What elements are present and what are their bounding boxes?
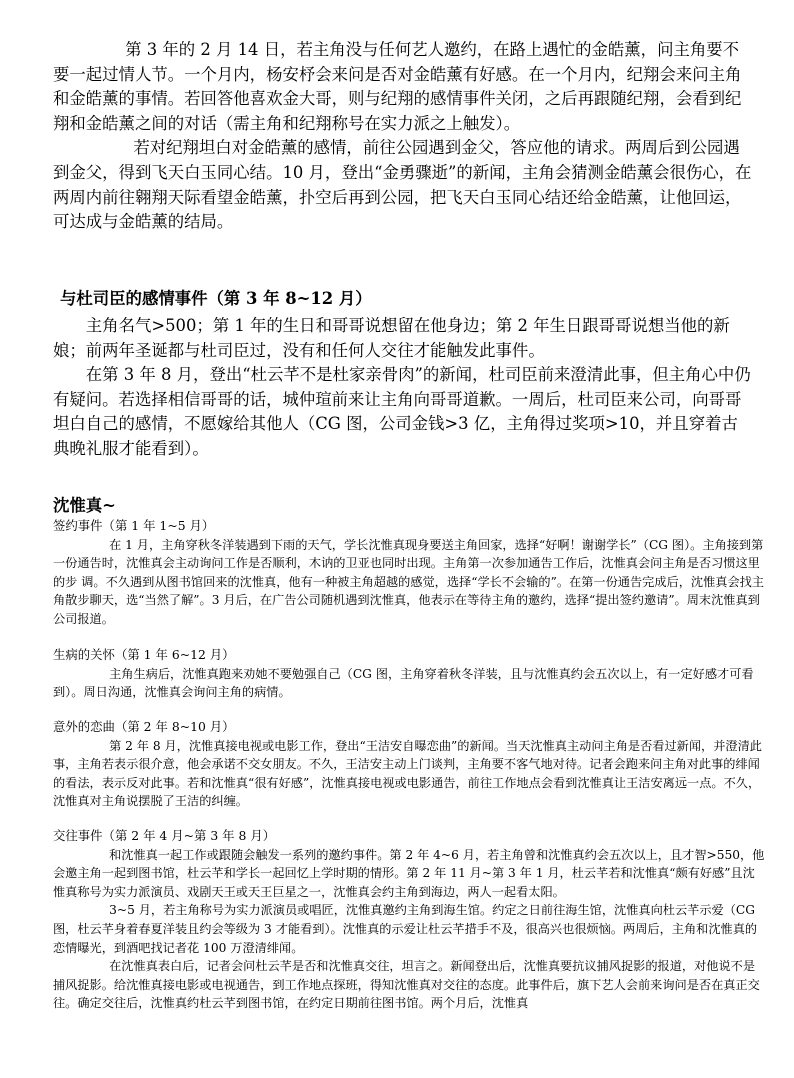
jin-haoxun-section bbox=[53, 38, 753, 235]
unexpected-romance-section bbox=[53, 718, 765, 811]
dating-event-heading: 交往事件（第 2 年 4 月~第 3 年 8 月） bbox=[53, 828, 276, 843]
dating-event-paragraph-1: 和沈惟真一起工作或跟随会触发一系列的邀约事件。第 2 年 4~6 月，若主角曾和沈惟真约会五次以上，且才智>550，他会邀主角一起到图书馆，杜云芊和学长一起回忆上学时期的情形。第 2 年 11 月~第 3 年 1 月，杜云芊若和沈惟真“颇有好感”且沈惟真称号为实力派演员、戏剧天王或天王巨星之一，沈惟真会约主角到海边，两人一起看太阳。 bbox=[53, 847, 765, 899]
unexpected-romance-heading: 意外的恋曲（第 2 年 8~10 月） bbox=[53, 719, 235, 734]
du-paragraph-1: 主角名气>500；第 1 年的生日和哥哥说想留在他身边；第 2 年生日跟哥哥说想当他的新娘；前两年圣诞都与杜司臣过，没有和任何人交往才能触发此事件。 bbox=[53, 316, 730, 360]
du-sichen-section bbox=[53, 314, 753, 462]
sign-event-heading: 签约事件（第 1 年 1~5 月） bbox=[53, 518, 215, 533]
dating-event-paragraph-3: 在沈惟真表白后，记者会问杜云芊是否和沈惟真交往，坦言之。新闻登出后，沈惟真要抗议捕风捉影的报道，对他说不是捕风捉影。给沈惟真接电影或电视通告，到工作地点探班，得知沈惟真对交往的态度。此事件后，旗下艺人会前来询问是否在真正交往。确定交往后，沈惟真约杜云芊到图书馆，在约定日期前往图书馆。两个月后，沈惟真 bbox=[53, 959, 760, 1011]
jin-paragraph-1: 第 3 年的 2 月 14 日，若主角没与任何艺人邀约，在路上遇忙的金皓薰，问主角要不要一起过情人节。一个月内，杨安杼会来问是否对金皓薰有好感。在一个月内，纪翔会来问主角和金皓薰的事情。若回答他喜欢金大哥，则与纪翔的感情事件关闭，之后再跟随纪翔，会看到纪翔和金皓薰之间的对话（需主角和纪翔称号在实力派之上触发）。 bbox=[53, 40, 742, 133]
sign-event-section bbox=[53, 517, 765, 629]
dating-event-paragraph-2: 3~5 月，若主角称号为实力派演员或唱匠，沈惟真邀约主角到海生馆。约定之日前往海生馆，沈惟真向杜云芊示爱（CG 图，杜云芊身着春夏洋装且约会等级为 3 才能看到）。沈惟真的示爱让杜云芊措手不及，很高兴也很烦恼。两周后，主角和沈惟真的恋情曝光，到酒吧找记者花 100 万澄清绯闻。 bbox=[53, 903, 758, 955]
sick-care-section bbox=[53, 646, 765, 702]
sign-event-paragraph: 在 1 月，主角穿秋冬洋装遇到下雨的天气，学长沈惟真现身要送主角回家，选择“好啊！谢谢学长”（CG 图）。主角接到第一份通告时，沈惟真会主动询问工作是否顺利，木讷的卫亚也同时出现。主角第一次参加通告工作后，沈惟真会问主角是否习惯这里的步 调。不久遇到从图书馆回来的沈惟真，他有一种被主角超越的感觉，选择“学长不会输的”。在第一份通告完成后，沈惟真会找主角散步聊天，选“当然了解”。3 月后，在广告公司随机遇到沈惟真，他表示在等待主角的邀约，选择“提出签约邀请”。周末沈惟真到公司报道。 bbox=[53, 537, 765, 626]
shen-weizhen-title: 沈惟真~ bbox=[53, 496, 116, 515]
sick-care-heading: 生病的关怀（第 1 年 6~12 月） bbox=[53, 647, 235, 662]
du-sichen-section-title: 与杜司臣的感情事件（第 3 年 8~12 月） bbox=[60, 289, 372, 308]
jin-paragraph-2: 若对纪翔坦白对金皓薰的感情，前往公园遇到金父，答应他的请求。两周后到公园遇到金父，得到飞天白玉同心结。10 月，登出“金勇骤逝”的新闻，主角会猜测金皓薰会很伤心，在两周内前往翱翔天际看望金皓薰，扑空后再到公园，把飞天白玉同心结还给金皓薰，让他回运，可达成与金皓薰的结局。 bbox=[53, 138, 752, 232]
du-paragraph-2: 在第 3 年 8 月，登出“杜云芊不是杜家亲骨肉”的新闻，杜司臣前来澄清此事，但主角心中仍有疑问。若选择相信哥哥的话，城仲瑄前来让主角向哥哥道歉。一周后，杜司臣来公司，向哥哥坦白自己的感情，不愿嫁给其他人（CG 图，公司金钱>3 亿，主角得过奖项>10，并且穿着古典晚礼服才能看到）。 bbox=[53, 365, 751, 458]
dating-event-section bbox=[53, 827, 765, 1013]
sick-care-paragraph: 主角生病后，沈惟真跑来劝她不要勉强自己（CG 图，主角穿着秋冬洋装，且与沈惟真约会五次以上，有一定好感才可看到）。周日沟通，沈惟真会询问主角的病情。 bbox=[53, 666, 754, 700]
unexpected-romance-paragraph: 第 2 年 8 月，沈惟真接电视或电影工作，登出“王洁安自曝恋曲”的新闻。当天沈惟真主动问主角是否看过新闻，并澄清此事，主角若表示很介意，他会承诺不交女朋友。不久，王洁安主动上门谈判，主角要不客气地对待。记者会跑来问主角对此事的绯闻的看法，表示反对此事。若和沈惟真“很有好感”，沈惟真接电视或电影通告，前往工作地点会看到沈惟真让王洁安离远一点。不久，沈惟真对主角说摆脱了王洁的纠缠。 bbox=[53, 738, 762, 809]
